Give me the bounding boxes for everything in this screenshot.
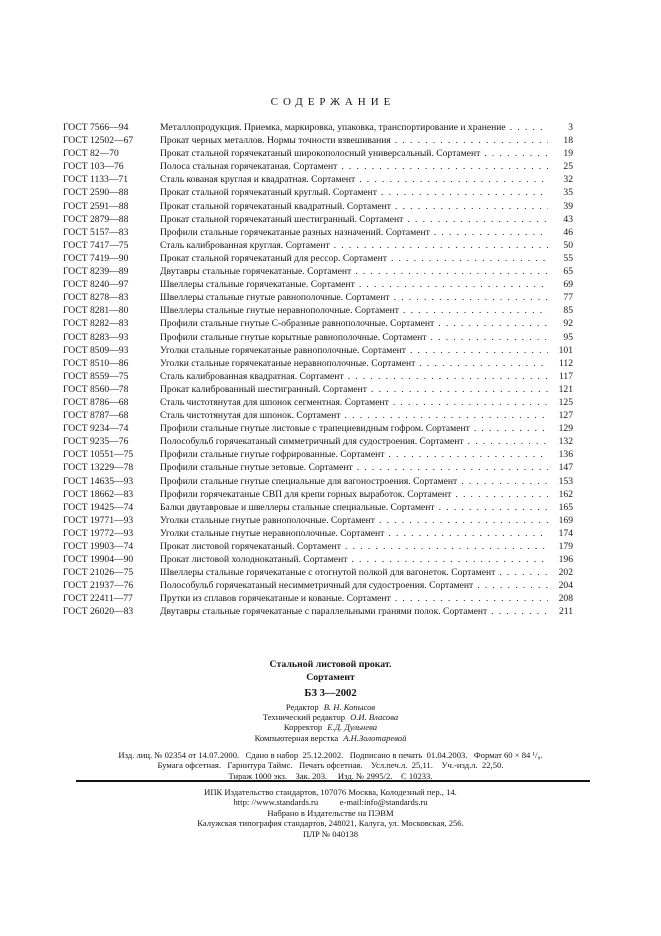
toc-entry-dot-leader — [348, 370, 548, 383]
toc-entry-gost-number: ГОСТ 8509—93 — [63, 344, 129, 356]
staff-person-name: О.И. Власова — [350, 712, 399, 723]
toc-entry-gost-number: ГОСТ 8559—75 — [63, 370, 129, 382]
toc-entry-page-number: 179 — [558, 541, 573, 552]
toc-entry-gost-number: ГОСТ 19903—74 — [63, 541, 134, 552]
toc-entry-title: Прокат стальной горячекатаный шестигранный. Сортамент — [160, 213, 404, 225]
toc-entry-page-number: 32 — [563, 174, 573, 186]
toc-entry-gost-number: ГОСТ 8240—97 — [63, 279, 129, 291]
toc-entry-title: Прокат стальной горячекатаный широкополосный универсальный. Сортамент — [160, 148, 481, 160]
toc-entry-row — [63, 566, 573, 579]
toc-entry-row — [63, 304, 573, 317]
toc-heading: СОДЕРЖАНИЕ — [270, 96, 396, 108]
toc-entry-gost-number: ГОСТ 8787—68 — [63, 410, 129, 422]
toc-entry-gost-number: ГОСТ 82—70 — [63, 148, 119, 160]
toc-entry-gost-number: ГОСТ 8239—89 — [63, 266, 129, 278]
toc-entry-title: Профили стальные гнутые С-образные равнополочные. Сортамент — [160, 318, 435, 330]
toc-entry-dot-leader — [394, 291, 548, 304]
toc-entry-gost-number: ГОСТ 21937—76 — [63, 580, 134, 592]
toc-entry-row — [63, 134, 573, 147]
toc-entry-page-number: 129 — [558, 423, 573, 435]
text-line: Калужская типография стандартов, 248021, Калуга, ул. Московская, 256. — [197, 818, 464, 829]
toc-entry-dot-leader — [359, 173, 548, 186]
toc-entry-gost-number: ГОСТ 14635—93 — [63, 475, 134, 487]
toc-entry-gost-number: ГОСТ 103—76 — [63, 161, 124, 173]
toc-entry-title: Профили стальные гнутые зетовые. Сортамент — [160, 462, 353, 474]
text-line: Набрано в Издательстве на ПЭВМ — [267, 807, 394, 818]
toc-entry-dot-leader — [431, 331, 548, 344]
staff-person-name: В. Н. Копысов — [323, 702, 376, 712]
toc-entry-dot-leader — [345, 409, 548, 422]
toc-entry-gost-number: ГОСТ 22411—77 — [63, 593, 133, 605]
toc-entry-row — [63, 265, 573, 278]
print-info-block — [0, 750, 661, 781]
toc-entry-page-number: 174 — [558, 527, 573, 539]
colophon-code: БЗ 3—2002 — [304, 688, 357, 699]
toc-entry-page-number: 35 — [563, 187, 573, 199]
toc-entry-row — [63, 186, 573, 199]
toc-entry-row — [63, 383, 573, 396]
toc-entry-page-number: 39 — [563, 200, 573, 212]
toc-entry-row — [63, 475, 573, 488]
toc-entry-title: Полоса стальная горячекатаная. Сортамент — [160, 161, 338, 173]
toc-entry-title: Уголки стальные горячекатаные неравнополочные. Сортамент — [160, 357, 416, 369]
toc-entry-row — [63, 501, 573, 514]
toc-entry-title: Швеллеры стальные гнутые равнополочные. Сортамент — [160, 292, 390, 304]
toc-entry-gost-number: ГОСТ 8560—78 — [63, 383, 129, 395]
toc-entry-row — [63, 435, 573, 448]
toc-entry-gost-number: ГОСТ 21026—75 — [63, 567, 134, 579]
toc-entry-gost-number: ГОСТ 19771—93 — [63, 514, 134, 526]
toc-entry-title: Металлопродукция. Приемка, маркировка, упаковка, транспортирование и хранение — [160, 122, 506, 133]
toc-entry-title: Профили стальные гнутые листовые с трапециевидным гофром. Сортамент — [160, 423, 470, 435]
toc-entry-title: Двутавры стальные горячекатаные с параллельными гранями полок. Сортамент — [160, 606, 488, 618]
toc-entry-dot-leader — [381, 186, 548, 199]
toc-entry-page-number: 25 — [563, 161, 573, 173]
toc-entry-dot-leader — [468, 435, 548, 448]
staff-person-name: Е.Д. Дульнева — [327, 722, 378, 733]
toc-entry-title: Прокат стальной горячекатаный квадратный. Сортамент — [160, 200, 391, 212]
toc-entry-dot-leader — [359, 278, 548, 291]
toc-entry-dot-leader — [371, 383, 548, 396]
toc-entry-gost-number: ГОСТ 8282—83 — [63, 318, 129, 330]
toc-entry-dot-leader — [379, 514, 548, 527]
toc-entry-page-number: 117 — [558, 370, 573, 382]
toc-entry-page-number: 196 — [558, 554, 573, 566]
toc-entry-gost-number: ГОСТ 9234—74 — [63, 423, 129, 435]
toc-entry-page-number: 112 — [558, 357, 573, 369]
toc-entry-row — [63, 200, 573, 213]
staff-person-name: А.Н.Золотаревой — [343, 732, 407, 743]
toc-entry-title: Прокат листовой горячекатаный. Сортамент — [160, 541, 341, 552]
toc-entry-page-number: 69 — [563, 279, 573, 291]
staff-role-label: Технический редактор — [262, 712, 346, 723]
text-line: ПЛР № 040138 — [302, 828, 359, 839]
toc-entry-page-number: 153 — [558, 475, 573, 487]
toc-entry-title: Профили горячекатаные СВП для крепи горных выработок. Сортамент — [160, 488, 452, 500]
toc-entry-row — [63, 514, 573, 527]
toc-entry-dot-leader — [395, 200, 548, 213]
toc-entry-dot-leader — [351, 553, 548, 566]
toc-entry-dot-leader — [510, 121, 548, 134]
toc-entry-row — [63, 291, 573, 304]
text-line: Изд. лиц. № 02354 от 14.07.2000. Сдано в набор 25.12.2002. Подписано в печать 01.04.2003. Формат 60 × 84 ¹/₈. — [118, 750, 543, 760]
toc-entry-page-number: 92 — [563, 318, 573, 330]
toc-entry-page-number: 3 — [568, 122, 573, 133]
toc-entry-dot-leader — [491, 605, 548, 618]
toc-list — [63, 121, 573, 619]
toc-entry-dot-leader — [393, 396, 548, 409]
toc-entry-gost-number: ГОСТ 13229—78 — [63, 462, 134, 474]
divider-rule — [76, 780, 590, 782]
toc-entry-dot-leader — [341, 160, 548, 173]
toc-entry-gost-number: ГОСТ 2879—88 — [63, 213, 129, 225]
toc-entry-title: Профили стальные гнутые гофрированные. Сортамент — [160, 449, 385, 461]
toc-entry-row — [63, 252, 573, 265]
toc-entry-row — [63, 344, 573, 357]
staff-list — [0, 702, 661, 743]
toc-entry-row — [63, 409, 573, 422]
toc-entry-row — [63, 448, 573, 461]
toc-entry-title: Прокат стальной горячекатаный для рессор. Сортамент — [160, 252, 387, 264]
toc-entry-dot-leader — [357, 461, 548, 474]
toc-entry-page-number: 125 — [558, 396, 573, 408]
toc-entry-gost-number: ГОСТ 10551—75 — [63, 449, 134, 461]
toc-entry-title: Уголки стальные горячекатаные равнополочные. Сортамент — [160, 344, 406, 356]
toc-entry-row — [63, 357, 573, 370]
toc-entry-title: Прокат черных металлов. Нормы точности взвешивания — [160, 135, 391, 147]
toc-entry-page-number: 127 — [558, 410, 573, 422]
toc-entry-dot-leader — [355, 265, 548, 278]
toc-entry-title: Профили стальные горячекатаные разных назначений. Сортамент — [160, 226, 430, 238]
toc-entry-row — [63, 226, 573, 239]
toc-entry-title: Полособульб горячекатаный несимметричный для судостроения. Сортамент — [160, 580, 474, 592]
toc-entry-page-number: 77 — [563, 292, 573, 304]
toc-entry-dot-leader — [455, 488, 548, 501]
toc-entry-dot-leader — [499, 566, 548, 579]
toc-entry-title: Прутки из сплавов горячекатаные и кованые. Сортамент — [160, 593, 391, 605]
toc-entry-page-number: 132 — [558, 436, 573, 448]
toc-entry-row — [63, 553, 573, 566]
toc-entry-title: Профили стальные гнутые специальные для вагоностроения. Сортамент — [160, 475, 458, 487]
toc-entry-row — [63, 540, 573, 553]
toc-entry-dot-leader — [410, 344, 548, 357]
toc-entry-gost-number: ГОСТ 26020—83 — [63, 606, 134, 618]
toc-entry-page-number: 165 — [558, 501, 573, 513]
toc-entry-title: Уголки стальные гнутые равнополочные. Сортамент — [160, 514, 375, 526]
toc-entry-page-number: 211 — [558, 606, 573, 618]
toc-entry-dot-leader — [438, 317, 548, 330]
text-line: ИПК Издательство стандартов, 107076 Москва, Колодезный пер., 14. — [204, 787, 457, 797]
toc-entry-dot-leader — [388, 448, 548, 461]
toc-entry-gost-number: ГОСТ 7417—75 — [63, 239, 129, 251]
toc-entry-row — [63, 396, 573, 409]
toc-entry-page-number: 169 — [558, 514, 573, 526]
toc-entry-row — [63, 173, 573, 186]
toc-entry-gost-number: ГОСТ 8510—86 — [63, 357, 129, 369]
toc-entry-gost-number: ГОСТ 8786—68 — [63, 396, 129, 408]
toc-entry-page-number: 136 — [558, 449, 573, 461]
toc-entry-gost-number: ГОСТ 8283—93 — [63, 331, 129, 343]
toc-entry-dot-leader — [461, 475, 548, 488]
toc-entry-page-number: 202 — [558, 567, 573, 579]
publisher-info-block — [0, 787, 661, 839]
toc-entry-page-number: 95 — [563, 331, 573, 343]
toc-entry-page-number: 50 — [563, 239, 573, 251]
toc-entry-title: Прокат калиброванный шестигранный. Сортамент — [160, 383, 367, 395]
toc-entry-page-number: 85 — [563, 305, 573, 317]
toc-entry-dot-leader — [477, 579, 548, 592]
toc-entry-dot-leader — [484, 147, 548, 160]
toc-entry-gost-number: ГОСТ 8281—80 — [63, 305, 129, 317]
toc-entry-gost-number: ГОСТ 7566—94 — [63, 122, 129, 133]
toc-entry-row — [63, 527, 573, 540]
toc-entry-title: Швеллеры стальные гнутые неравнополочные. Сортамент — [160, 305, 399, 317]
toc-entry-title: Сталь кованая круглая и квадратная. Сортамент — [160, 174, 356, 186]
colophon-title-block — [0, 658, 661, 700]
toc-entry-title: Прокат стальной горячекатаный круглый. Сортамент — [160, 187, 377, 199]
staff-line — [0, 712, 661, 722]
toc-entry-title: Сталь чистотянутая для шпонок сегментная. Сортамент — [160, 396, 389, 408]
toc-entry-row — [63, 461, 573, 474]
toc-entry-gost-number: ГОСТ 9235—76 — [63, 436, 129, 448]
toc-entry-page-number: 162 — [558, 488, 573, 500]
toc-entry-dot-leader — [395, 134, 548, 147]
toc-entry-row — [63, 592, 573, 605]
toc-entry-page-number: 46 — [563, 226, 573, 238]
staff-line — [0, 733, 661, 743]
toc-entry-page-number: 147 — [558, 462, 573, 474]
toc-entry-row — [63, 121, 573, 134]
text-line: Бумага офсетная. Гарнитура Таймс. Печать офсетная. Усл.печ.л. 25,11. Уч.-изд.л. 22,50. — [157, 760, 504, 771]
text-line: http: //www.standards.ru e-mail:info@standards.ru — [233, 797, 428, 808]
toc-entry-page-number: 65 — [563, 266, 573, 278]
toc-entry-dot-leader — [345, 540, 548, 553]
toc-entry-row — [63, 317, 573, 330]
staff-role-label: Редактор — [285, 702, 319, 712]
staff-role-label: Компьютерная верстка — [254, 732, 339, 743]
staff-line — [0, 702, 661, 712]
toc-entry-row — [63, 331, 573, 344]
toc-entry-dot-leader — [439, 501, 548, 514]
staff-role-label: Корректор — [283, 722, 323, 733]
toc-entry-gost-number: ГОСТ 18662—83 — [63, 488, 134, 500]
toc-entry-gost-number: ГОСТ 19772—93 — [63, 527, 134, 539]
toc-entry-dot-leader — [391, 252, 548, 265]
toc-entry-row — [63, 422, 573, 435]
toc-entry-gost-number: ГОСТ 12502—67 — [63, 135, 134, 147]
toc-entry-gost-number: ГОСТ 19904—90 — [63, 554, 134, 566]
toc-entry-row — [63, 213, 573, 226]
toc-entry-row — [63, 278, 573, 291]
toc-entry-gost-number: ГОСТ 2590—88 — [63, 187, 129, 199]
toc-entry-row — [63, 579, 573, 592]
toc-entry-title: Швеллеры стальные горячекатаные с отогнутой полкой для вагонеток. Сортамент — [160, 567, 496, 579]
toc-entry-title: Полособульб горячекатаный симметричный для судостроения. Сортамент — [160, 436, 464, 448]
colophon-title-line2: Сортамент — [306, 672, 355, 683]
toc-entry-gost-number: ГОСТ 19425—74 — [63, 501, 134, 513]
toc-entry-dot-leader — [403, 304, 548, 317]
toc-entry-row — [63, 488, 573, 501]
toc-entry-page-number: 204 — [558, 580, 573, 592]
text-line: Тираж 1000 экз. Зак. 203. Изд. № 2995/2. С 10233. — [228, 770, 433, 781]
toc-entry-title: Профили стальные гнутые корытные равнополочные. Сортамент — [160, 331, 427, 343]
toc-entry-page-number: 55 — [563, 252, 573, 264]
toc-entry-page-number: 208 — [558, 593, 573, 605]
toc-entry-page-number: 121 — [558, 383, 573, 395]
toc-entry-page-number: 101 — [558, 344, 573, 356]
toc-entry-dot-leader — [334, 239, 548, 252]
toc-entry-title: Сталь чистотянутая для шпонок. Сортамент — [160, 410, 341, 422]
toc-entry-row — [63, 160, 573, 173]
toc-entry-gost-number: ГОСТ 1133—71 — [63, 174, 129, 186]
toc-entry-row — [63, 147, 573, 160]
toc-entry-title: Швеллеры стальные горячекатаные. Сортамент — [160, 279, 355, 291]
toc-entry-page-number: 18 — [563, 135, 573, 147]
toc-entry-dot-leader — [388, 527, 548, 540]
toc-entry-title: Сталь калиброванная круглая. Сортамент — [160, 239, 330, 251]
toc-entry-row — [63, 370, 573, 383]
toc-entry-row — [63, 605, 573, 618]
toc-entry-gost-number: ГОСТ 8278—83 — [63, 292, 129, 304]
toc-entry-row — [63, 239, 573, 252]
toc-entry-title: Уголки стальные гнутые неравнополочные. Сортамент — [160, 527, 385, 539]
toc-entry-gost-number: ГОСТ 7419—90 — [63, 252, 129, 264]
toc-entry-dot-leader — [395, 592, 548, 605]
toc-entry-title: Балки двутавровые и швеллеры стальные специальные. Сортамент — [160, 501, 435, 513]
toc-entry-page-number: 19 — [563, 148, 573, 160]
toc-entry-dot-leader — [419, 357, 548, 370]
toc-entry-title: Двутавры стальные горячекатаные. Сортамент — [160, 266, 352, 278]
toc-entry-dot-leader — [407, 213, 548, 226]
colophon-title-line1: Стальной листовой прокат. — [269, 659, 392, 670]
toc-entry-page-number: 43 — [563, 213, 573, 225]
toc-entry-dot-leader — [474, 422, 548, 435]
toc-entry-gost-number: ГОСТ 5157—83 — [63, 226, 129, 238]
toc-entry-gost-number: ГОСТ 2591—88 — [63, 200, 129, 212]
toc-entry-title: Сталь калиброванная квадратная. Сортамент — [160, 370, 344, 382]
staff-line — [0, 722, 661, 732]
toc-entry-title: Прокат листовой холоднокатаный. Сортамент — [160, 554, 348, 566]
toc-entry-dot-leader — [434, 226, 548, 239]
